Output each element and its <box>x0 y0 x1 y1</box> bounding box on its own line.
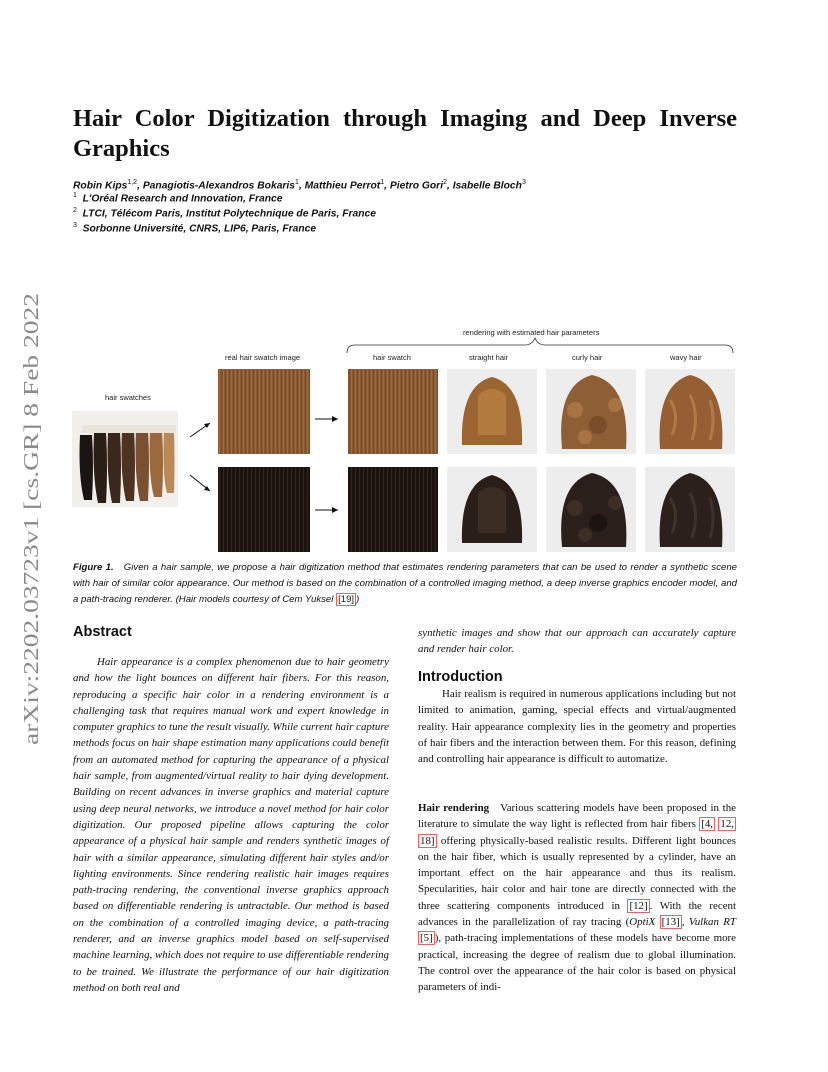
paper-title: Hair Color Digitization through Imaging and Deep Inverse Graphics <box>73 105 737 162</box>
label-hair-swatch: hair swatch <box>373 353 411 362</box>
rendering-brace <box>347 338 733 353</box>
label-straight-hair: straight hair <box>469 353 509 362</box>
affiliation-2 <box>73 207 376 219</box>
citation-link[interactable]: 18] <box>420 834 435 847</box>
abstract-continuation: synthetic images and show that our approach can accurately capture and render hair color. <box>418 627 736 656</box>
affiliation-1 <box>73 192 283 204</box>
caption-end: ) <box>356 594 360 605</box>
arrow-to-real-1 <box>190 423 210 437</box>
author-affil: 1,2 <box>127 179 138 186</box>
arrow-to-render-2 <box>315 507 338 513</box>
hair-swatches-photo <box>72 411 178 507</box>
real-swatch-dark <box>218 467 310 552</box>
citation-link[interactable]: [12] <box>629 899 648 912</box>
introduction-heading: Introduction <box>418 669 503 685</box>
label-real-swatch: real hair swatch image <box>225 353 301 362</box>
label-curly-hair: curly hair <box>572 353 603 362</box>
affiliation-num: 2 <box>73 207 77 214</box>
abstract-heading: Abstract <box>73 624 132 640</box>
author-list: Robin Kips$^{1,2}$, Panagiotis-Alexandros Bokaris$^1$, Matthieu Perrot$^1$, Pietro Gori$^2$, Isabelle Bloch$^3$ <box>73 179 526 192</box>
render-straight-dark <box>447 467 537 552</box>
author-name: Matthieu Perrot <box>304 180 381 192</box>
arrow-to-render-1 <box>315 416 338 422</box>
affiliation-3 <box>73 222 316 234</box>
render-curly-dark <box>546 467 636 552</box>
hair-rendering-text: . With the recent advances in the parallelization of ray tracing ( <box>418 899 737 929</box>
author-affil: 3 <box>521 179 526 186</box>
author-name: Robin Kips <box>73 180 128 192</box>
affiliation-num: 3 <box>73 222 77 229</box>
citation-link[interactable]: 12, <box>720 818 734 831</box>
abstract-body: Hair appearance is a complex phenomenon due to hair geometry and how the light bounces on different hair fibers. For this reason, reproducing a specific hair color in a rendering environment is a challenging task that requires manual work and expert knowledge in computer graphics to tune the result visually. While current hair capture methods focus on hair shape estimation many applications could benefit from an automated method for capturing the appearance of a physical hair sample, from augmented/virtual reality to hair dying development. Building on recent advances in inverse graphics and material capture using deep neural networks, we introduce a novel method for hair color digitization. Our proposed pipeline allows capturing the color appearance of a physical hair sample and renders synthetic images of hair with a similar appearance, simulating different hair styles and/or lighting environments. Since rendering realistic hair images requires path-tracing rendering, the conventional inverse graphics approach based on differentiable rendering is untractable. Our method is based on the combination of a controlled imaging device, a path-tracing renderer, and an inverse graphics model based on self-supervised machine learning, which does not require to use differentiable rendering to be trained. We illustrate the performance of our hair digitization method on both real and <box>73 656 389 994</box>
affiliation-text: Sorbonne Université, CNRS, LIP6, Paris, France <box>82 223 317 235</box>
author-affil: 1 <box>295 179 299 186</box>
real-swatch-brown <box>218 369 310 454</box>
arxiv-stamp <box>8 290 48 750</box>
arrow-to-real-2 <box>190 475 210 491</box>
author-name: Pietro Gori <box>389 180 444 192</box>
hair-rendering-paragraph <box>418 800 736 996</box>
hair-rendering-text: offering physically-based realistic results. Different light bounces on the hair fiber, which is usually represented by a cylinder, have an important effect on the hair appearance and thus its realism. Specularities, hair color and hair tone are directly connected with the three scattering components introduced in <box>418 834 736 912</box>
label-rendering: rendering with estimated hair parameters <box>463 328 600 337</box>
citation-link[interactable]: [19] <box>338 594 355 605</box>
label-hair-swatches: hair swatches <box>105 393 151 402</box>
caption-text: Given a hair sample, we propose a hair digitization method that estimates rendering parameters that can be used to render a synthetic scene with hair of similar color appearance. Our method is based on the combination of a controlled imaging method, a deep inverse graphics encoder model, and a path-tracing renderer. (Hair models courtesy of Cem Yuksel <box>73 562 738 605</box>
render-wavy-dark <box>645 467 735 552</box>
citation-link[interactable]: [13] <box>661 916 680 929</box>
citation-link[interactable]: [4, <box>701 818 714 831</box>
figure-1 <box>70 325 740 560</box>
affiliation-num: 1 <box>73 192 77 199</box>
author-name: Panagiotis-Alexandros Bokaris <box>142 180 296 192</box>
hair-rendering-text: Various scattering models have been proposed in the literature to simulate the way light is reflected from hair fibers <box>418 802 736 831</box>
render-curly-brown <box>546 369 636 454</box>
label-wavy-hair: wavy hair <box>670 353 702 362</box>
hair-rendering-text: , <box>681 916 689 929</box>
author-affil: 1 <box>380 179 385 186</box>
author-affil: 2 <box>443 179 447 186</box>
rendered-swatch-brown <box>348 369 438 454</box>
hair-rendering-text: ), path-tracing implementations of these models have become more practical, increasing the degree of realism due to global illumination. The control over the appearance of the hair color is based on physical parameters of indi- <box>418 932 736 994</box>
figure-label: Figure 1. <box>73 562 114 573</box>
figure-caption <box>73 560 737 608</box>
author-name: Isabelle Bloch <box>452 180 522 192</box>
affiliation-text: LTCI, Télécom Paris, Institut Polytechnique de Paris, France <box>82 208 376 220</box>
introduction-body: Hair realism is required in numerous applications including but not limited to animation, gaming, special effects and virtual/augmented reality. Hair appearance complexity lies in the geometry and properties of hair fibers and the interaction between them. For this reason, defining and controlling hair appearance is difficult to automatize. <box>418 688 736 766</box>
optix-term: OptiX <box>629 916 656 929</box>
arxiv-stamp-text: arXiv:2202.03723v1 [cs.GR] 8 Feb 2022 <box>19 391 43 745</box>
hair-rendering-heading: Hair rendering <box>418 802 490 814</box>
render-wavy-brown <box>645 369 735 454</box>
vulkan-term: Vulkan RT <box>688 916 736 929</box>
affiliation-text: L'Oréal Research and Innovation, France <box>82 193 283 205</box>
render-straight-brown <box>447 369 537 454</box>
citation-link[interactable]: [5] <box>420 932 433 945</box>
rendered-swatch-dark <box>348 467 438 552</box>
